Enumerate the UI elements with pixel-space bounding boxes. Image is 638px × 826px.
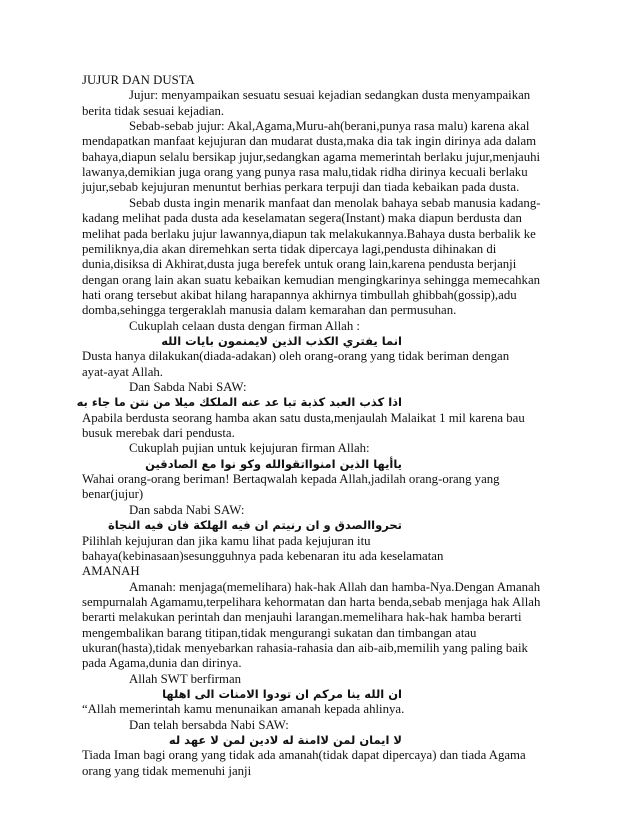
text-line: berarti melakukan perintah dan menjauhi larangan.memelihara hak-hak hamba berarti <box>82 610 522 625</box>
text-line: jujur,sebab kejujuran menuntut berhias perkara terpuji dan tiada kebaikan pada dusta. <box>82 180 520 195</box>
text-line: mengembalikan barang titipan,tidak mengurangi sukatan dan timbangan atau <box>82 625 477 640</box>
text-line: Wahai orang-orang beriman! Bertaqwalah kepada Allah,jadilah orang-orang yang <box>82 472 500 487</box>
arabic-quote-line: اذا كذب العبد كذبة تبا عد عنه الملكك ميلا من نتن ما جاء به <box>76 395 402 410</box>
text-line: bahaya(kebinasaan)sesungguhnya pada kebenaran itu ada keselamatan <box>82 548 444 563</box>
text-line: Dan telah bersabda Nabi SAW: <box>129 717 289 732</box>
text-line: dunia,disiksa di Akhirat,dusta juga berefek untuk orang lain,karena pendusta berjanji <box>82 257 517 272</box>
text-line: Dan Sabda Nabi SAW: <box>129 380 247 394</box>
text-line: benar(jujur) <box>82 487 144 502</box>
text-line: kadang melihat pada dusta ada keselamatan segera(Instant) maka diapun berdusta dan <box>82 211 522 226</box>
text-line: Pilihlah kejujuran dan jika kamu lihat pada kejujuran itu <box>82 533 371 548</box>
text-line: Cukuplah celaan dusta dengan firman Allah : <box>129 318 360 333</box>
text-line: lawanya,demikian juga orang yang punya rasa malu,tidak ridha dirinya kecuali berlaku <box>82 165 528 180</box>
text-line: busuk merebak dari pendusta. <box>82 426 235 441</box>
text-line: “Allah memerintah kamu menunaikan amanah kepada ahlinya. <box>82 702 405 717</box>
section-heading: AMANAH <box>82 564 140 579</box>
arabic-quote-line: ان الله ينا مركم ان تودوا الامنات الى اهلها <box>162 687 402 701</box>
text-line: bahaya,diapun selalu bersikap jujur,sedangkan agama memerintah berlaku jujur,menjauhi <box>82 149 541 164</box>
text-line: Dan sabda Nabi SAW: <box>129 502 245 517</box>
text-line: Apabila berdusta seorang hamba akan satu dusta,menjaulah Malaikat 1 mil karena bau <box>82 410 525 425</box>
arabic-quote-line: انما يفتري الكذب الذين لايمنمون بايات الله <box>161 333 402 348</box>
arabic-quote-line: ياأيها الذين امنوااتقوالله وكو نوا مع الصادقين <box>145 456 402 471</box>
text-line: dengan orang lain akan suatu kebaikan kemudian mengingkarinya sehingga memecahkan <box>82 272 541 287</box>
text-line: Cukuplah pujian untuk kejujuran firman Allah: <box>129 441 370 456</box>
text-line: ayat-ayat Allah. <box>82 364 164 379</box>
text-line: Dusta hanya dilakukan(diada-adakan) oleh orang-orang yang tidak beriman dengan <box>82 349 510 364</box>
text-line: Allah SWT berfirman <box>129 671 242 686</box>
text-line: mendapatkan manfaat kejujuran dan mudarat dusta,maka dia tak ingin dirinya ada dalam <box>82 134 537 149</box>
text-line: pada Agama,dunia dan dirinya. <box>82 656 242 671</box>
text-line: sempurnalah Agamamu,terpelihara kehormatan dan harta benda,sebab menjaga hak Allah <box>82 594 541 609</box>
section-heading: JUJUR DAN DUSTA <box>82 73 195 87</box>
text-line: Jujur: menyampaikan sesuatu sesuai kejadian sedangkan dusta menyampaikan <box>129 88 531 103</box>
text-line: ukuran(hasta),tidak menyebarkan rahasia-rahasia dan aib-aib,memilih yang paling baik <box>82 640 528 655</box>
arabic-quote-line: لا ايمان لمن لاامنة له لادين لمن لا عهد له <box>168 733 402 747</box>
arabic-quote-line: تحرواالصدق و ان رنيتم ان فيه الهلكة فان فيه النجاة <box>107 518 402 533</box>
text-line: Amanah: menjaga(memelihara) hak-hak Allah dan hamba-Nya.Dengan Amanah <box>129 579 541 594</box>
text-line: pemiliknya,dia akan diremehkan serta tidak dipercaya lagi,pendusta dihinakan di <box>82 241 497 256</box>
text-line: melihat pada berlaku jujur lawannya,diapun tak melakukannya.Bahaya dusta berbalik ke <box>82 226 536 241</box>
text-line: berita tidak sesuai kejadian. <box>82 103 225 118</box>
text-line: Tiada Iman bagi orang yang tidak ada amanah(tidak dapat dipercaya) dan tiada Agama <box>82 748 526 763</box>
text-line: hati orang tersebut akibat hilang harapannya akhirnya timbullah ghibbah(gossip),adu <box>82 287 517 302</box>
text-line: Sebab dusta ingin menarik manfaat dan menolak bahaya sebab manusia kadang- <box>129 195 541 210</box>
text-line: domba,sehingga tergeraklah manusia dalam kemarahan dan permusuhan. <box>82 303 457 318</box>
text-line: orang yang tidak memenuhi janji <box>82 763 252 778</box>
text-line: Sebab-sebab jujur: Akal,Agama,Muru-ah(berani,punya rasa malu) karena akal <box>129 119 530 133</box>
